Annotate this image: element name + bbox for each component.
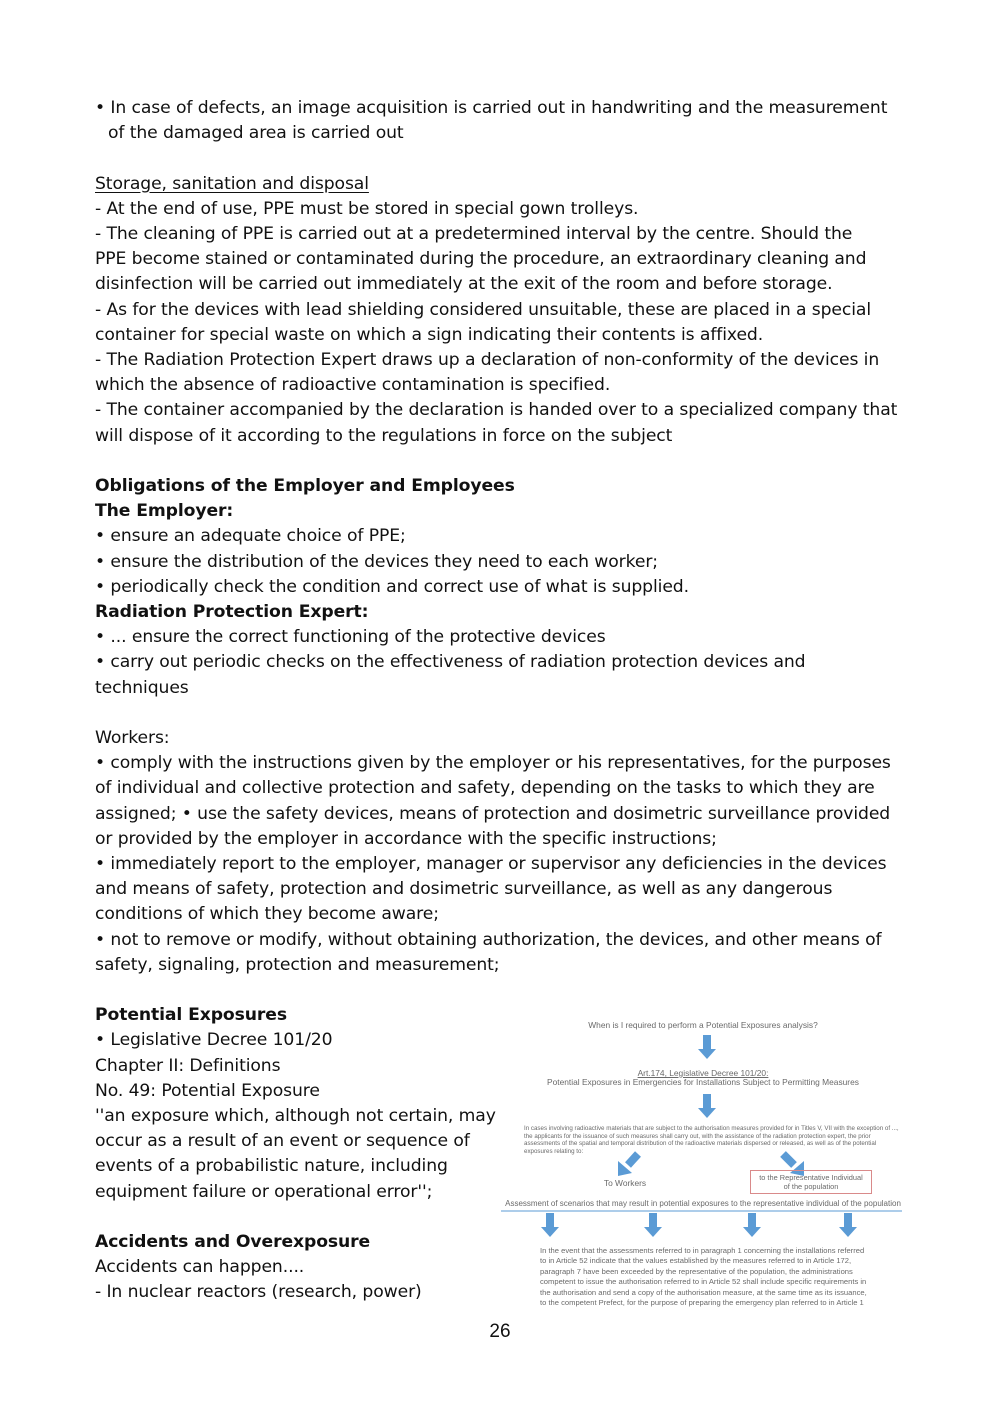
representative-line: to the Representative Individual: [759, 1173, 863, 1182]
potential-line: • Legislative Decree 101/20: [95, 1030, 333, 1051]
flowchart-question: When is I required to perform a Potential Exposures analysis?: [588, 1020, 818, 1030]
representative-line: of the population: [783, 1182, 839, 1191]
workers-line: or provided by the employer in accordance with the specific instructions;: [95, 828, 717, 849]
page-number: 26: [489, 1321, 511, 1342]
potential-line: equipment failure or operational error'';: [95, 1181, 433, 1202]
storage-line: - The cleaning of PPE is carried out at a predetermined interval by the centre. Should the: [95, 224, 853, 244]
flowchart-cases-text: In cases involving radioactive materials that are subject to the authorisation measures provided for in Titles V, VII with the exception of ..., the applicants for the issuance of such measures shall carry out, with the assistance of the radiation protection expert, the prior assessments of the spatial and temporal distribution of the radioactive materials dispersed or released, as well as of the potential exposures relating to:: [524, 1125, 899, 1155]
flowchart-article-subtitle: Potential Exposures in Emergencies for Installations Subject to Permitting Measures: [547, 1077, 859, 1087]
employer-item: • ensure the distribution of the devices they need to each worker;: [95, 551, 658, 572]
rpe-line: techniques: [95, 677, 189, 698]
potential-line: occur as a result of an event or sequence of: [95, 1131, 470, 1152]
potential-line: events of a probabilistic nature, including: [95, 1156, 448, 1177]
potential-line: ''an exposure which, although not certain, may: [95, 1106, 496, 1127]
storage-line: which the absence of radioactive contamination is specified.: [95, 375, 611, 396]
storage-line: container for special waste on which a sign indicating their contents is affixed.: [95, 324, 764, 345]
arrow-down-icon: [698, 1035, 716, 1059]
workers-line: • not to remove or modify, without obtaining authorization, the devices, and other means of: [95, 929, 882, 950]
workers-line: • comply with the instructions given by the employer or his representatives, for the purposes: [95, 753, 891, 774]
arrow-down-icon: [541, 1213, 559, 1237]
accidents-line: - In nuclear reactors (research, power): [95, 1282, 422, 1303]
intro-bullet-line: • In case of defects, an image acquisition is carried out in handwriting and the measurement: [95, 98, 888, 118]
arrow-down-icon: [698, 1094, 716, 1118]
flowchart-to-workers: To Workers: [603, 1178, 647, 1188]
potential-heading: Potential Exposures: [95, 1005, 287, 1026]
employer-heading: The Employer:: [95, 501, 234, 522]
arrow-down-icon: [644, 1213, 662, 1237]
storage-line: - The container accompanied by the declaration is handed over to a specialized company that: [95, 400, 898, 421]
accidents-line: Accidents can happen....: [95, 1257, 305, 1278]
rpe-heading: Radiation Protection Expert:: [95, 602, 369, 623]
representative-box: [750, 1170, 872, 1194]
workers-heading: Workers:: [95, 728, 170, 749]
left-column: [95, 1003, 505, 1305]
storage-line: - The Radiation Protection Expert draws up a declaration of non-conformity of the devices in: [95, 350, 880, 371]
potential-exposures-flowchart: [498, 1015, 908, 1325]
potential-line: Chapter II: Definitions: [95, 1055, 281, 1076]
storage-line: PPE become stained or contaminated during the procedure, an extraordinary cleaning and: [95, 249, 867, 270]
workers-line: assigned; • use the safety devices, means of protection and dosimetric surveillance provided: [95, 803, 891, 824]
arrow-down-left-icon: [618, 1154, 638, 1176]
rpe-line: • carry out periodic checks on the effectiveness of radiation protection devices and: [95, 652, 806, 673]
accidents-heading: Accidents and Overexposure: [95, 1232, 371, 1253]
flowchart-article-title: Art.174, Legislative Decree 101/20:: [637, 1068, 769, 1078]
workers-line: and means of safety, protection and dosimetric surveillance, as well as any dangerous: [95, 879, 833, 900]
workers-line: conditions of which they become aware;: [95, 904, 439, 925]
workers-line: • immediately report to the employer, manager or supervisor any deficiencies in the devices: [95, 854, 887, 875]
storage-line: - As for the devices with lead shielding considered unsuitable, these are placed in a special: [95, 299, 872, 320]
flowchart-event-text: In the event that the assessments referred to in paragraph 1 concerning the installations referred to in Article 52 indicate that the values established by the measures referred to in Article 172, paragraph 7 have been exceeded by the representative of the population, the administrations competent to issue the authorisation referred to in Article 52 shall include specific requirements in the authorisation and send a copy of the authorisation measure, at the same time as its issuance, to the competent Prefect, for the purpose of preparing the emergency plan referred to in Article 1: [540, 1246, 867, 1308]
arrow-down-icon: [743, 1213, 761, 1237]
arrow-down-icon: [839, 1213, 857, 1237]
rpe-line: • ... ensure the correct functioning of the protective devices: [95, 627, 606, 648]
intro-bullet-line: of the damaged area is carried out: [108, 123, 404, 144]
workers-line: of individual and collective protection and safety, depending on the tasks to which they are: [95, 778, 875, 799]
storage-line: will dispose of it according to the regulations in force on the subject: [95, 425, 673, 446]
storage-line: disinfection will be carried out immediately at the exit of the room and before storage.: [95, 274, 833, 295]
workers-line: safety, signaling, protection and measurement;: [95, 954, 500, 975]
flowchart-assessment: Assessment of scenarios that may result in potential exposures to the representative individual of the population: [505, 1199, 901, 1208]
employer-item: • ensure an adequate choice of PPE;: [95, 526, 406, 547]
obligations-heading: Obligations of the Employer and Employees: [95, 476, 515, 497]
employer-item: • periodically check the condition and correct use of what is supplied.: [95, 576, 689, 597]
storage-heading: Storage, sanitation and disposal: [95, 173, 369, 194]
potential-line: No. 49: Potential Exposure: [95, 1080, 320, 1101]
storage-line: - At the end of use, PPE must be stored in special gown trolleys.: [95, 198, 639, 219]
